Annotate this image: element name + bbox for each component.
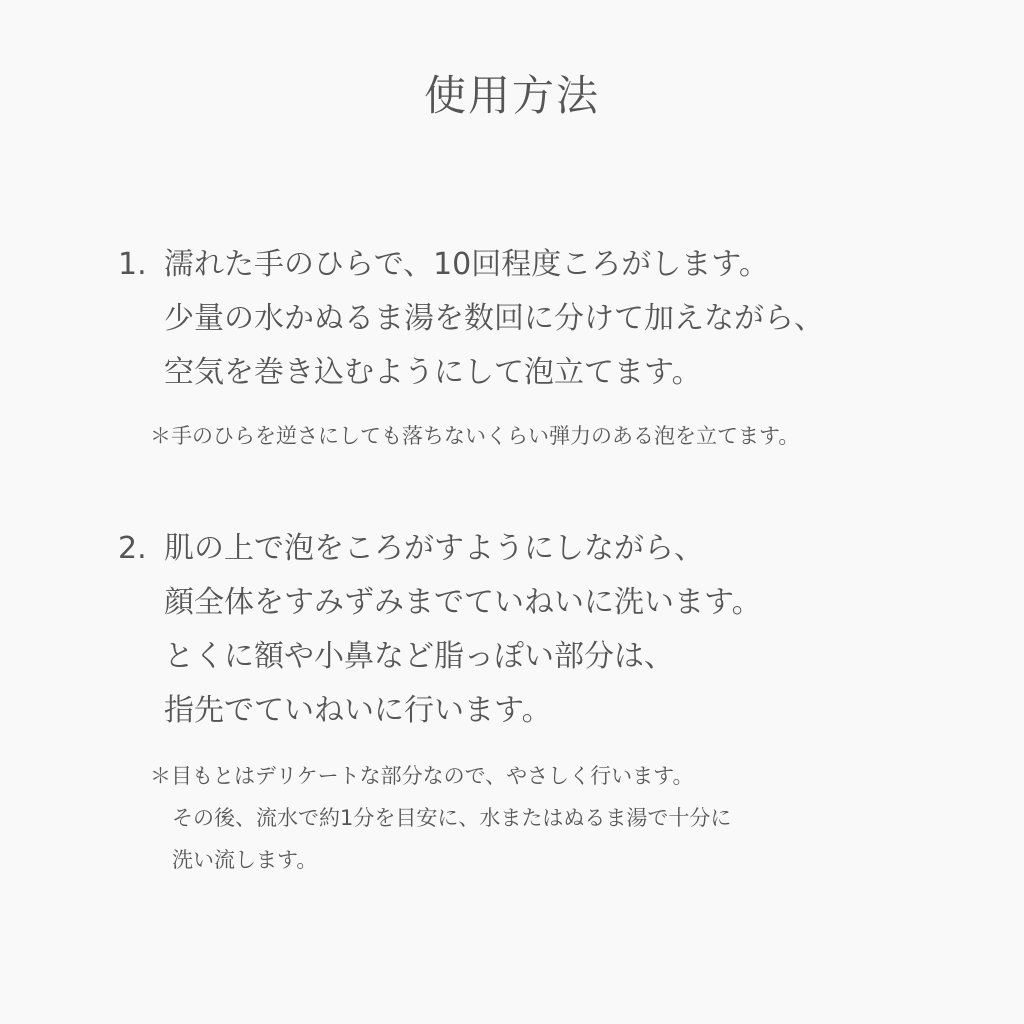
step-2-number: 2. [118, 531, 147, 566]
step-1 [118, 238, 998, 400]
step-2-line-3 [118, 630, 998, 684]
step-2-line-2 [118, 576, 998, 630]
step-1-line-3 [118, 346, 998, 400]
step-2-line-1 [118, 522, 998, 576]
step-2-text-1: 肌の上で泡をころがすようにしながら、 [164, 531, 704, 566]
step-1-text-2: 少量の水かぬるま湯を数回に分けて加えながら、 [164, 301, 824, 336]
step-1-note-1: ＊手のひらを逆さにしても落ちないくらい弾力のある泡を立てます。 [150, 424, 800, 448]
step-2-text-2: 顔全体をすみずみまでていねいに洗います。 [164, 585, 762, 620]
step-2-note-3: 洗い流します。 [172, 848, 318, 872]
step-1-number: 1. [118, 247, 147, 282]
step-2-text-3: とくに額や小鼻など脂っぽい部分は、 [164, 639, 674, 674]
step-2-text-4: 指先でていねいに行います。 [164, 693, 552, 728]
step-1-line-2 [118, 292, 998, 346]
step-1-text-3: 空気を巻き込むようにして泡立てます。 [164, 355, 702, 390]
page-title: 使用方法 [423, 71, 600, 120]
step-2-note-2: その後、流水で約1分を目安に、水またはぬるま湯で十分に [172, 806, 732, 830]
step-1-line-1 [118, 238, 998, 292]
step-2 [118, 522, 998, 738]
step-1-text-1: 濡れた手のひらで、10回程度ころがします。 [164, 247, 769, 282]
step-2-note-1: ＊目もとはデリケートな部分なので、やさしく行います。 [150, 764, 694, 788]
step-2-line-4 [118, 684, 998, 738]
